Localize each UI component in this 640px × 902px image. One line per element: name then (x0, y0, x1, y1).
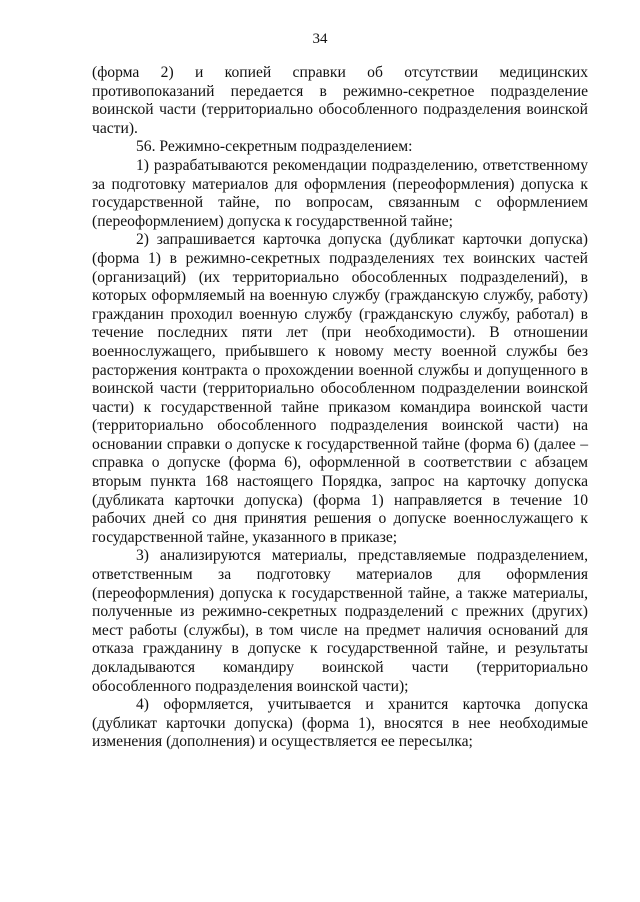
paragraph-56-heading: 56. Режимно-секретным подразделением: (136, 138, 413, 156)
page-bottom-edge (0, 855, 640, 902)
paragraph-continuation: (форма 2) и копией справки об отсутствии медицинских противопоказаний передается в режимно-секретное подразделение воинской части (территориально обособленного подразделения воинской части). (92, 64, 588, 137)
paragraph-item-2: 2) запрашивается карточка допуска (дубликат карточки допуска) (форма 1) в режимно-секретных подразделениях тех воинских частей (организаций) (их территориально обособленных подразделений), в которых оформляемый на военную службу (гражданскую службу, работу) гражданин проходил военную службу (гражданскую службу, работал) в течение последних пяти лет (при необходимости). В отношении военнослужащего, прибывшего к новому месту военной службы без расторжения контракта о прохождении военной службы и допущенного в воинской части (территориально обособленном подразделении воинской части) к государственной тайне приказом командира воинской части (территориально обособленного подразделения воинской части) на основании справки о допуске к государственной тайне (форма 6) (далее – справка о допуске (форма 6), оформленной в соответствии с абзацем вторым пункта 168 настоящего Порядка, запрос на карточку допуска (дубликата карточки допуска) (форма 1) направляется в течение 10 рабочих дней со дня принятия решения о допуске военнослужащего к государственной тайне, указанного в приказе; (92, 231, 588, 546)
document-body (92, 64, 588, 752)
paragraph-item-1: 1) разрабатываются рекомендации подразделению, ответственному за подготовку материалов для оформления (переоформления) допуска к государственной тайне, по вопросам, связанным с оформлением (переоформлением) допуска к государственной тайне; (92, 156, 588, 230)
paragraph-item-4: 4) оформляется, учитывается и хранится карточка допуска (дубликат карточки допуска) (форма 1), вносятся в нее необходимые изменения (дополнения) и осуществляется ее пересылка; (92, 696, 588, 751)
paragraph-item-3: 3) анализируются материалы, представляемые подразделением, ответственным за подготовку материалов для оформления (переоформления) допуска к государственной тайне, а также материалы, полученные из режимно-секретных подразделений с прежних (других) мест работы (службы), в том числе на предмет наличия оснований для отказа гражданину в допуске к государственной тайне, и результаты докладываются командиру воинской части (территориально обособленного подразделения воинской части); (92, 547, 588, 695)
page-number: 34 (312, 31, 328, 47)
